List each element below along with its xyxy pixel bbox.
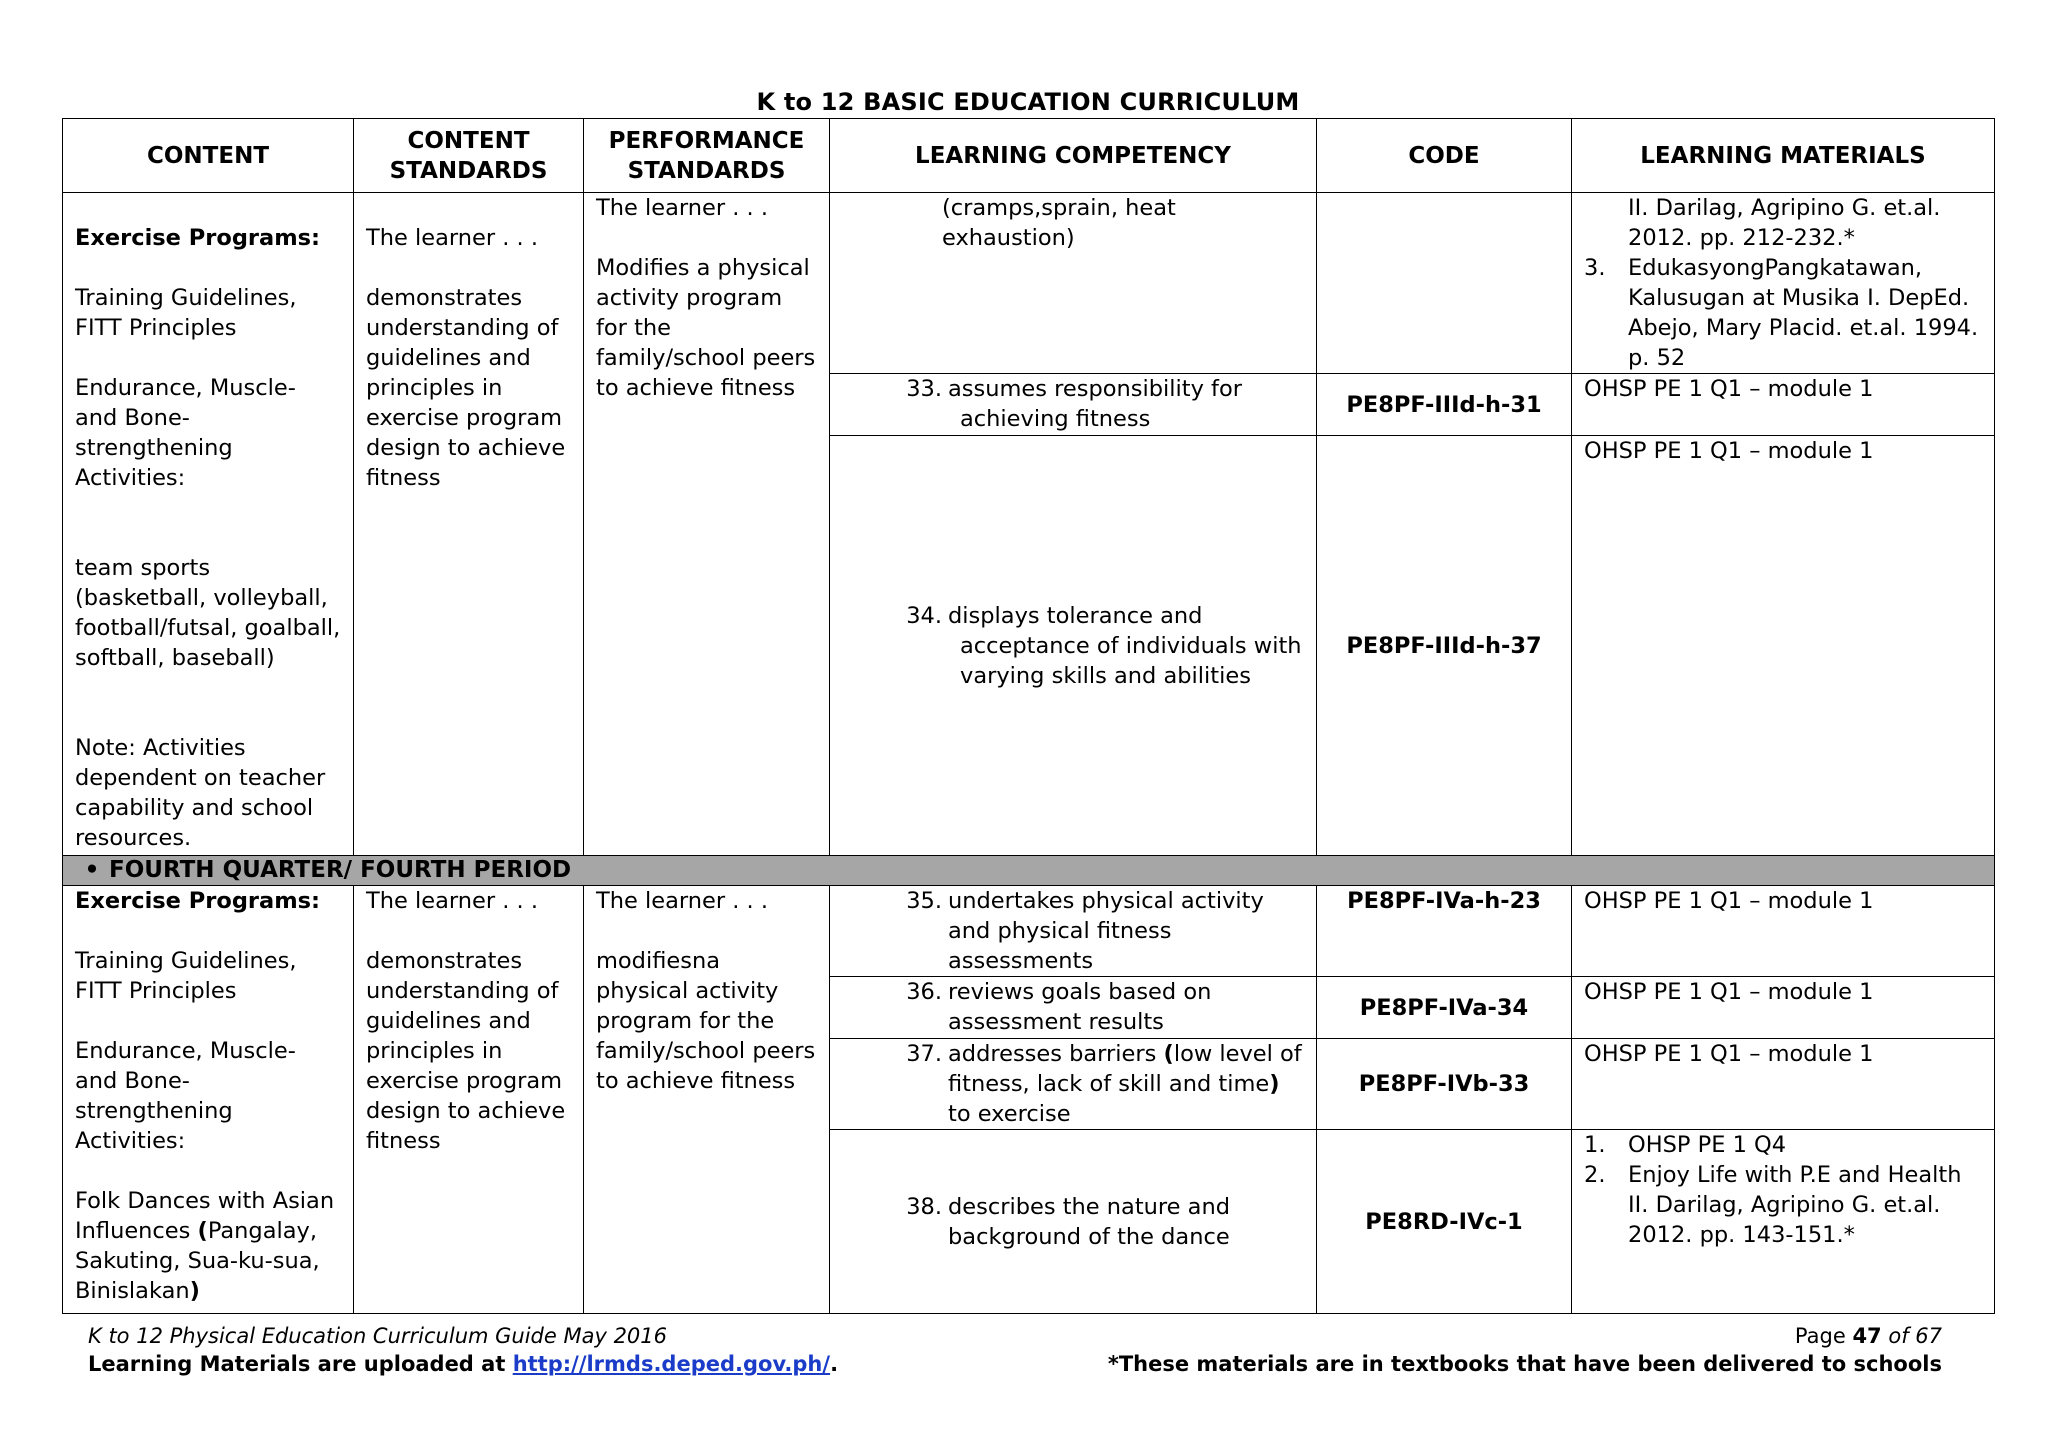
curriculum-table bbox=[62, 118, 1995, 1314]
bullet-icon: • bbox=[84, 857, 100, 883]
performance-lead: The learner . . . bbox=[596, 195, 769, 221]
competency-text: displays tolerance and bbox=[948, 602, 1203, 629]
footer-upload-note: Learning Materials are uploaded at http://lrmds.deped.gov.ph/. bbox=[88, 1352, 839, 1376]
materials-cell: OHSP PE 1 Q1 – module 1 bbox=[1572, 436, 1995, 856]
performance-text: modifiesna physical activity program for the family/school peers to achieve fitness bbox=[596, 948, 816, 1094]
footer-guide-title: K to 12 Physical Education Curriculum Guide May 2016 bbox=[88, 1324, 668, 1348]
standards-lead: The learner . . . bbox=[366, 888, 539, 914]
content-cell bbox=[63, 193, 354, 856]
materials-cell: OHSP PE 1 Q1 – module 1 bbox=[1572, 374, 1995, 436]
content-standards-cell bbox=[354, 886, 584, 1314]
footer-right bbox=[1108, 1322, 1942, 1378]
performance-text: Modifies a physical activity program for the family/school peers to achieve fitness bbox=[596, 255, 816, 401]
performance-standards-cell bbox=[584, 193, 830, 856]
competency-text: undertakes physical activity and physical fitness assessments bbox=[948, 888, 1264, 974]
competency-text: assumes responsibility for bbox=[948, 376, 1242, 402]
competency-text: addresses barriers (low level of fitness, lack of skill and time) to exercise bbox=[948, 1041, 1302, 1127]
materials-cell bbox=[1572, 193, 1995, 374]
code-cell bbox=[1317, 193, 1572, 374]
code-cell: PE8PF-IVb-33 bbox=[1317, 1039, 1572, 1130]
code-cell: PE8PF-IIId-h-31 bbox=[1317, 374, 1572, 436]
content-heading: Exercise Programs: bbox=[75, 888, 321, 914]
competency-cell bbox=[830, 193, 1317, 374]
content-paragraph: Endurance, Muscle- and Bone-strengthening Activities: bbox=[75, 1038, 296, 1154]
materials-item: OHSP PE 1 Q4 bbox=[1628, 1132, 1787, 1158]
content-paragraph: Endurance, Muscle- and Bone-strengthening Activities: bbox=[75, 375, 296, 491]
header-learning-competency: LEARNING COMPETENCY bbox=[830, 119, 1317, 193]
competency-cell bbox=[830, 1039, 1317, 1130]
performance-standards-cell bbox=[584, 886, 830, 1314]
content-paragraph: Training Guidelines, FITT Principles bbox=[75, 285, 297, 341]
materials-cell: OHSP PE 1 Q1 – module 1 bbox=[1572, 977, 1995, 1039]
table-row bbox=[63, 193, 1995, 374]
page-number: Page 47 of 67 bbox=[1794, 1324, 1942, 1348]
quarter-band bbox=[63, 856, 1995, 886]
code-cell: PE8PF-IVa-34 bbox=[1317, 977, 1572, 1039]
footer-textbook-note: *These materials are in textbooks that have been delivered to schools bbox=[1107, 1352, 1942, 1376]
competency-number: 35. bbox=[906, 888, 942, 914]
header-content: CONTENT bbox=[63, 119, 354, 193]
standards-text: demonstrates understanding of guidelines and principles in exercise program design to achieve fitness bbox=[366, 948, 566, 1154]
competency-number: 34. bbox=[906, 602, 942, 629]
materials-item: Enjoy Life with P.E and Health II. Darilag, Agripino G. et.al. 2012. pp. 143-151.* bbox=[1628, 1162, 1962, 1248]
competency-text-cont: achieving fitness bbox=[960, 406, 1151, 432]
materials-number: 1. bbox=[1584, 1132, 1606, 1158]
competency-text: reviews goals based on assessment results bbox=[948, 979, 1212, 1035]
competency-cell bbox=[830, 886, 1317, 977]
competency-cell bbox=[830, 977, 1317, 1039]
code-cell: PE8PF-IVa-h-23 bbox=[1317, 886, 1572, 977]
competency-number: 38. bbox=[906, 1193, 942, 1220]
standards-text: demonstrates understanding of guidelines and principles in exercise program design to achieve fitness bbox=[366, 285, 566, 491]
content-paragraph: Training Guidelines, FITT Principles bbox=[75, 948, 297, 1004]
header-code: CODE bbox=[1317, 119, 1572, 193]
lrmds-link[interactable]: http://lrmds.deped.gov.ph/ bbox=[512, 1352, 831, 1376]
competency-number: 36. bbox=[906, 979, 942, 1005]
document-title: K to 12 BASIC EDUCATION CURRICULUM bbox=[756, 88, 1300, 116]
header-learning-materials: LEARNING MATERIALS bbox=[1572, 119, 1995, 193]
header-content-standards: CONTENT STANDARDS bbox=[354, 119, 584, 193]
competency-text-cont: acceptance of individuals with varying skills and abilities bbox=[960, 632, 1302, 689]
materials-item: EdukasyongPangkatawan, Kalusugan at Musika I. DepEd. Abejo, Mary Placid. et.al. 1994. p. 52 bbox=[1628, 255, 1979, 371]
code-cell: PE8RD-IVc-1 bbox=[1317, 1130, 1572, 1314]
competency-number: 37. bbox=[906, 1041, 942, 1067]
content-note: Note: Activities dependent on teacher capability and school resources. bbox=[75, 735, 326, 851]
competency-text: describes the nature and background of the dance bbox=[948, 1193, 1231, 1250]
competency-number: 33. bbox=[906, 376, 942, 402]
header-performance-standards: PERFORMANCE STANDARDS bbox=[584, 119, 830, 193]
competency-cell bbox=[830, 374, 1317, 436]
content-heading: Exercise Programs: bbox=[75, 225, 321, 251]
materials-number: 3. bbox=[1584, 255, 1606, 281]
table-row bbox=[63, 886, 1995, 977]
content-cell bbox=[63, 886, 354, 1314]
code-cell: PE8PF-IIId-h-37 bbox=[1317, 436, 1572, 856]
competency-cell bbox=[830, 436, 1317, 856]
header-row bbox=[63, 119, 1995, 193]
materials-cell: OHSP PE 1 Q1 – module 1 bbox=[1572, 886, 1995, 977]
content-paragraph: Folk Dances with Asian Influences (Pangalay, Sakuting, Sua-ku-sua, Binislakan) bbox=[75, 1188, 335, 1304]
content-standards-cell bbox=[354, 193, 584, 856]
materials-cell bbox=[1572, 1130, 1995, 1314]
content-paragraph: team sports (basketball, volleyball, football/futsal, goalball, softball, baseball) bbox=[75, 555, 341, 671]
performance-lead: The learner . . . bbox=[596, 888, 769, 914]
quarter-label: FOURTH QUARTER/ FOURTH PERIOD bbox=[109, 857, 572, 883]
materials-text: II. Darilag, Agripino G. et.al. 2012. pp. 212-232.* bbox=[1628, 195, 1941, 251]
competency-cell bbox=[830, 1130, 1317, 1314]
footer-left bbox=[88, 1322, 838, 1378]
materials-cell: OHSP PE 1 Q1 – module 1 bbox=[1572, 1039, 1995, 1130]
competency-text: (cramps,sprain, heat exhaustion) bbox=[942, 195, 1176, 251]
materials-number: 2. bbox=[1584, 1162, 1606, 1188]
standards-lead: The learner . . . bbox=[366, 225, 539, 251]
